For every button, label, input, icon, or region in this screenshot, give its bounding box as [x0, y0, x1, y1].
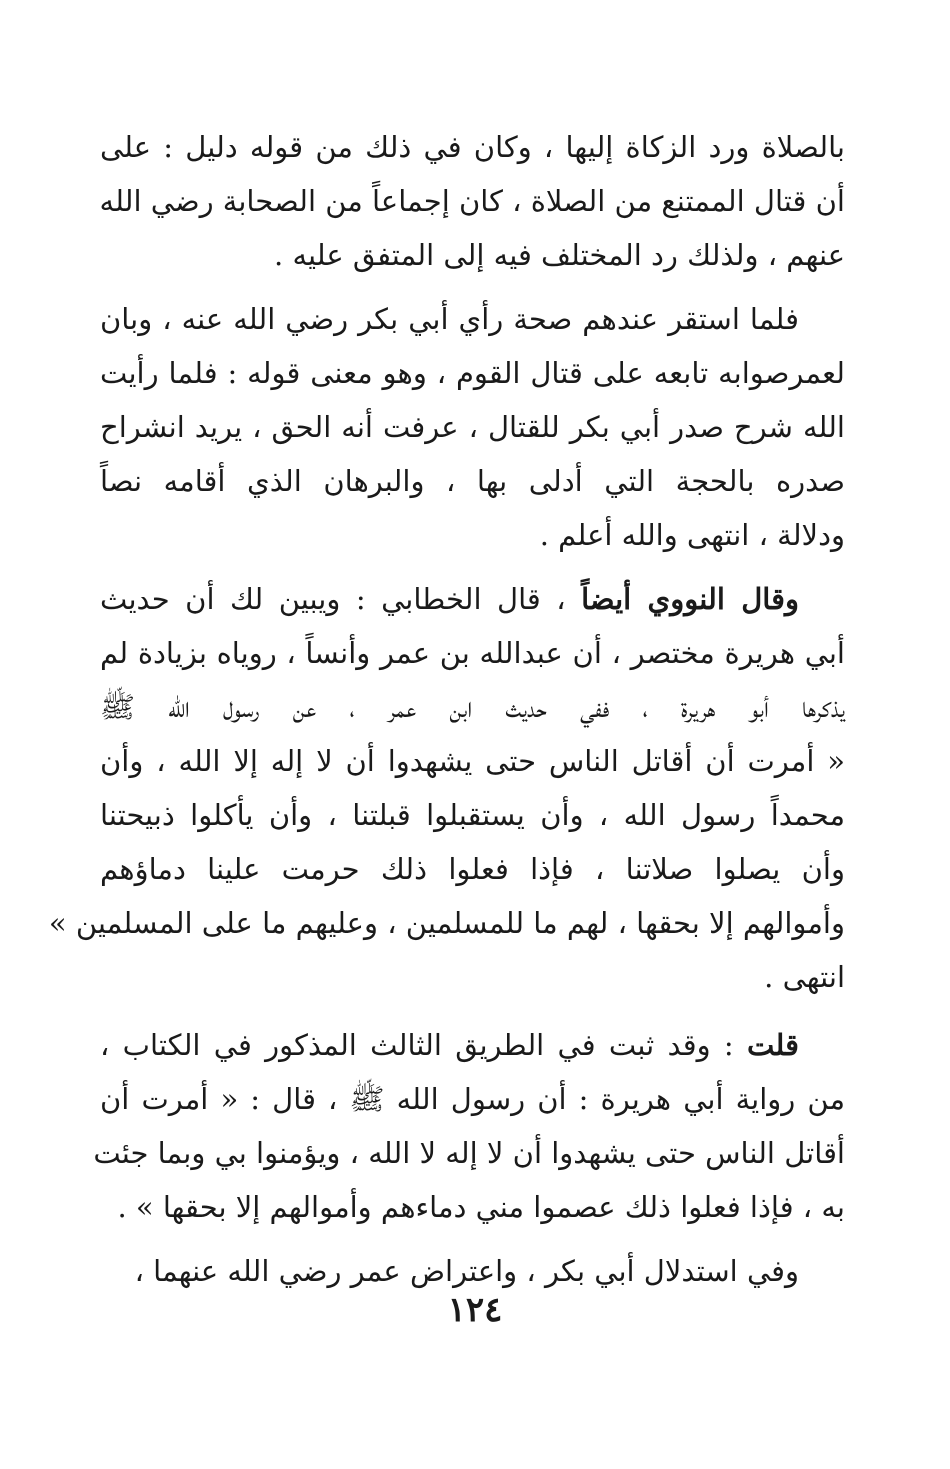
paragraph-3: [48, 572, 845, 1004]
text-line: [100, 1018, 845, 1072]
text-line: يذكرها أبو هريرة ، ففي حديث ابن عمر ، عن رسول الله ﷺ: [100, 690, 845, 724]
text-line: عنهم ، ولذلك رد المختلف فيه إلى المتفق عليه .: [274, 238, 845, 272]
paragraph-1: [100, 120, 845, 282]
text-line: وأموالهم إلا بحقها ، لهم ما للمسلمين ، وعليهم ما على المسلمين »: [48, 906, 845, 940]
text-line: صدره بالحجة التي أدلى بها ، والبرهان الذي أقامه نصاً: [100, 464, 845, 498]
paragraph-gap: [100, 1234, 845, 1244]
text-line: [100, 572, 845, 626]
paragraph-gap: [100, 562, 845, 572]
lead-rest: : وقد ثبت في الطريق الثالث المذكور في الكتاب ،: [100, 1028, 748, 1062]
text-line: به ، فإذا فعلوا ذلك عصموا مني دماءهم وأموالهم إلا بحقها » .: [117, 1190, 845, 1224]
text-line: لعمرصوابه تابعه على قتال القوم ، وهو معنى قوله : فلما رأيت: [100, 356, 845, 390]
text-line: محمداً رسول الله ، وأن يستقبلوا قبلتنا ، وأن يأكلوا ذبيحتنا: [100, 798, 845, 832]
lead-rest: ، قال الخطابي : ويبين لك أن حديث: [100, 582, 582, 616]
text-line: وفي استدلال أبي بكر ، واعتراض عمر رضي الله عنهما ،: [134, 1254, 799, 1288]
paragraph-4: [93, 1018, 845, 1234]
text-line: من رواية أبي هريرة : أن رسول الله ﷺ ، قال : « أمرت أن: [100, 1082, 845, 1116]
text-line: انتهى .: [764, 960, 845, 994]
bold-lead: قلت: [747, 1028, 799, 1062]
text-line: ودلالة ، انتهى والله أعلم .: [539, 518, 845, 552]
text-line: وأن يصلوا صلاتنا ، فإذا فعلوا ذلك حرمت علينا دماؤهم: [100, 852, 845, 886]
text-line: الله شرح صدر أبي بكر للقتال ، عرفت أنه الحق ، يريد انشراح: [100, 410, 845, 444]
page-body: [48, 120, 845, 1298]
text-line: أن قتال الممتنع من الصلاة ، كان إجماعاً من الصحابة رضي الله: [99, 184, 845, 218]
text-line: بالصلاة ورد الزكاة إليها ، وكان في ذلك من قوله دليل : على: [100, 130, 845, 164]
text-line: فلما استقر عندهم صحة رأي أبي بكر رضي الله عنه ، وبان: [100, 302, 799, 336]
text-line: أبي هريرة مختصر ، أن عبدالله بن عمر وأنساً ، روياه بزيادة لم: [100, 636, 845, 670]
text-line: « أمرت أن أقاتل الناس حتى يشهدوا أن لا إله إلا الله ، وأن: [100, 744, 845, 778]
paragraph-2: [100, 292, 845, 562]
text-line: أقاتل الناس حتى يشهدوا أن لا إله لا الله ، ويؤمنوا بي وبما جئت: [93, 1136, 845, 1170]
paragraph-gap: [100, 1004, 845, 1018]
bold-lead: وقال النووي أيضاً: [581, 582, 799, 616]
paragraph-gap: [100, 282, 845, 292]
page-number: ١٢٤: [447, 1290, 503, 1330]
